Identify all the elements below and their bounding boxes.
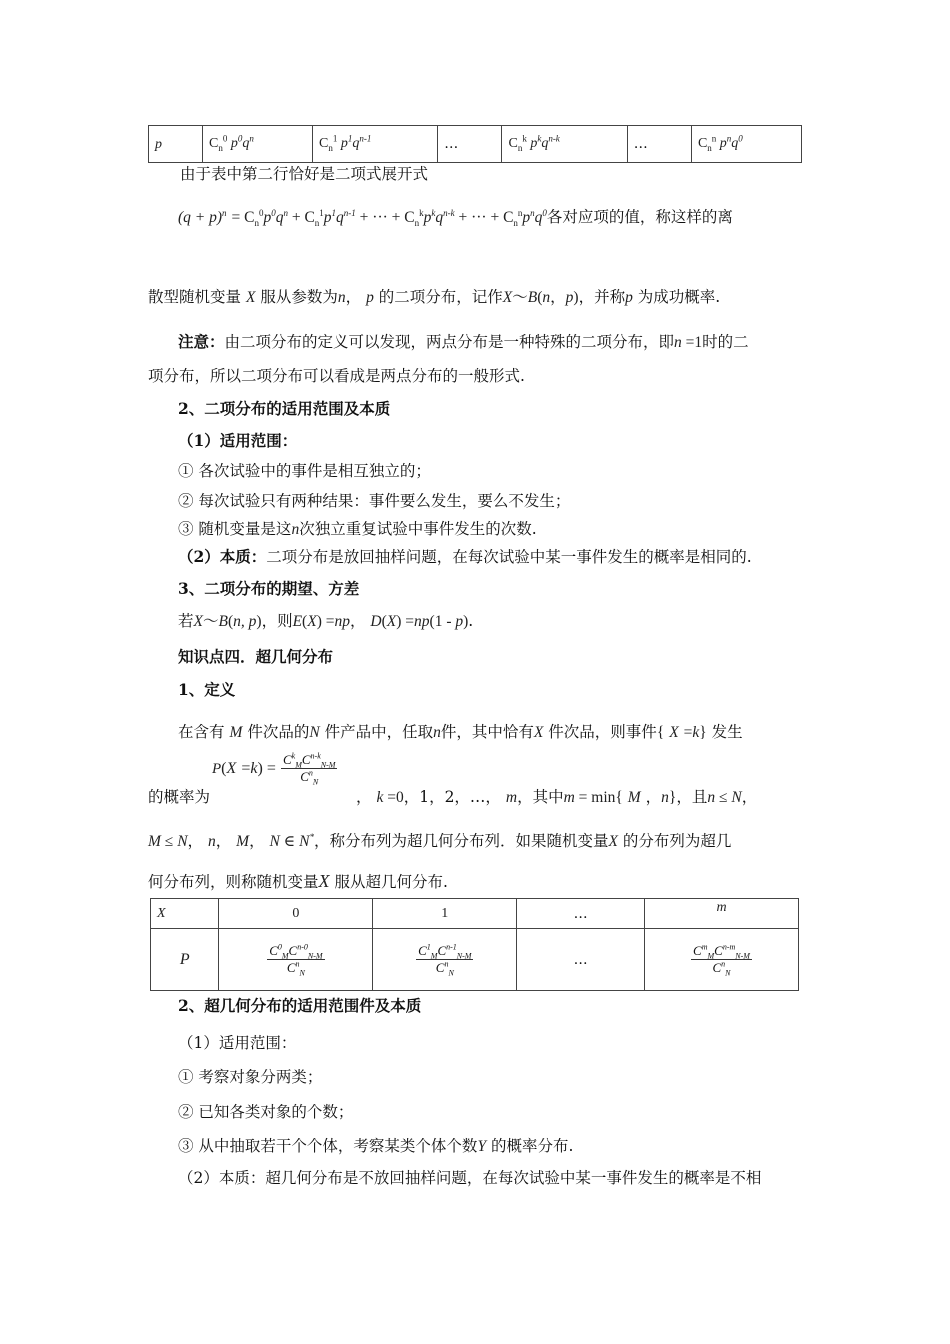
table-cell: … xyxy=(517,899,645,929)
list-item: ③ 从中抽取若干个个体，考察某类个体个数Y 的概率分布. xyxy=(178,1137,574,1155)
subheading: （1）适用范围： xyxy=(178,1034,297,1052)
hypergeometric-table xyxy=(150,898,799,991)
binomial-expansion: $(q + p)^n = C_n^0p^0q^n + C_n^1p^1q^{n-1}$ + ··· + $C_n^kp^kq^{n-k}$ + ··· + $C_n^np^nq^0$各对应项的值，称这样的离 xyxy=(178,207,733,229)
table-cell: $\frac{C^1_MC^{n-1}_{N-M}}{C^n_N}$ xyxy=(373,929,517,991)
table-header-x: X xyxy=(151,899,219,929)
table-cell-ellipsis: … xyxy=(627,126,691,163)
paragraph: 在含有 M 件次品的N 件产品中，任取n件，其中恰有X 件次品，则事件{ X =k} 发生 xyxy=(178,723,743,741)
paragraph: 的概率为 xyxy=(148,788,211,806)
definition-heading: 1、定义 xyxy=(178,680,236,699)
list-item: ② 每次试验只有两种结果：事件要么发生，要么不发生； xyxy=(178,492,571,510)
note-paragraph: 注意：由二项分布的定义可以发现，两点分布是一种特殊的二项分布，即n =1时的二 xyxy=(178,332,749,351)
table-cell: … xyxy=(517,929,645,991)
list-item: ① 考察对象分两类； xyxy=(178,1068,323,1086)
table-cell-c0: $C_n^0$ $p^0q^n$ xyxy=(202,126,312,163)
table-cell-p: p xyxy=(149,126,203,163)
section-heading: 3、二项分布的期望、方差 xyxy=(178,579,360,598)
paragraph: 散型随机变量 X 服从参数为n， p 的二项分布，记作X～B(n，p)，并称p 为成功概率. xyxy=(148,288,721,306)
table-cell-ck: $C_n^k$ $p^kq^{n-k}$ xyxy=(502,126,627,163)
list-item: ① 各次试验中的事件是相互独立的； xyxy=(178,462,431,480)
expectation-line: 若X～B(n, p)，则E(X) =np， D(X) =np(1 - p). xyxy=(178,612,474,630)
table-cell: m xyxy=(645,899,799,929)
section-heading: 2、超几何分布的适用范围件及本质 xyxy=(178,996,422,1015)
knowledge-heading: 知识点四．超几何分布 xyxy=(178,647,334,666)
table-cell: 0 xyxy=(219,899,373,929)
paragraph: ， k =0，1，2，…， m，其中m = min{ M ，n}，且n ≤ N， xyxy=(356,788,758,806)
table-cell-cn: $C_n^n$ $p^nq^0$ xyxy=(691,126,801,163)
binomial-table xyxy=(148,125,802,163)
subheading: （1）适用范围： xyxy=(178,431,298,450)
paragraph: M ≤ N， n， M， N ∈ N*，称分布列为超几何分布列．如果随机变量X 的分布列为超几 xyxy=(148,831,732,850)
essence-line: （2）本质：超几何分布是不放回抽样问题，在每次试验中某一事件发生的概率是不相 xyxy=(178,1169,762,1187)
probability-formula: P(X =k) = $\frac{C^k_MC^{n-k}_{N-M}}{C^n_N}$ xyxy=(212,751,336,787)
essence-line: （2）本质：二项分布是放回抽样问题，在每次试验中某一事件发生的概率是相同的. xyxy=(178,547,752,566)
list-item: ③ 随机变量是这n次独立重复试验中事件发生的次数. xyxy=(178,520,537,538)
table-cell-ellipsis: … xyxy=(438,126,502,163)
paragraph: 由于表中第二行恰好是二项式展开式 xyxy=(180,165,429,183)
note-line2: 项分布，所以二项分布可以看成是两点分布的一般形式. xyxy=(148,367,525,385)
table-cell: 1 xyxy=(373,899,517,929)
list-item: ② 已知各类对象的个数； xyxy=(178,1103,354,1121)
table-cell-c1: $C_n^1$ $p^1q^{n-1}$ xyxy=(313,126,438,163)
section-heading: 2、二项分布的适用范围及本质 xyxy=(178,399,391,418)
table-header-p: P xyxy=(151,929,219,991)
table-cell: $\frac{C^m_MC^{n-m}_{N-M}}{C^n_N}$ xyxy=(645,929,799,991)
paragraph: 何分布列，则称随机变量X 服从超几何分布. xyxy=(148,871,448,891)
table-cell: $\frac{C^0_MC^{n-0}_{N-M}}{C^n_N}$ xyxy=(219,929,373,991)
